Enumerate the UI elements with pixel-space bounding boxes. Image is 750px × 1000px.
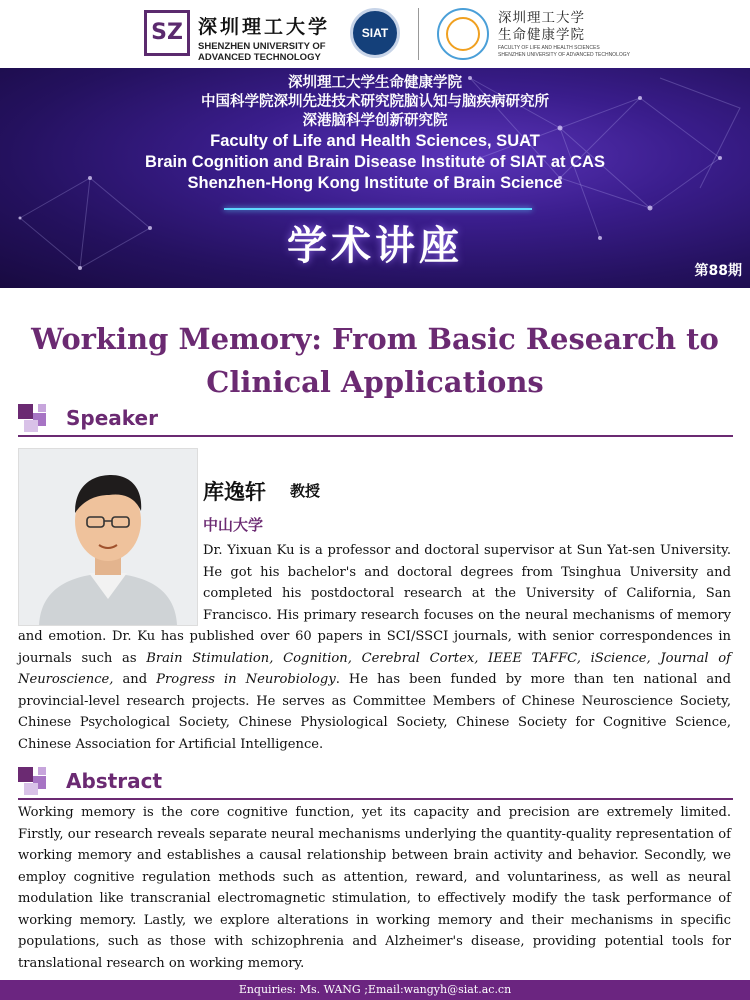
lecture-title: 学术讲座: [287, 223, 463, 269]
bio-photo-spacer: [18, 540, 203, 626]
section-square-icon: [38, 767, 46, 775]
issue-number: 第88期: [694, 263, 742, 279]
abstract-section-header: [18, 765, 733, 799]
speaker-affiliation: 中山大学: [203, 516, 264, 534]
institution-lines: [0, 74, 750, 194]
college-name-en-line2: SHENZHEN UNIVERSITY OF ADVANCED TECHNOLOGY: [498, 52, 630, 58]
szu-name-cn: 深圳理工大学: [198, 16, 331, 38]
bio-journal-last: Progress in Neurobiology: [156, 672, 336, 687]
szu-name-en-line2: ADVANCED TECHNOLOGY: [198, 52, 321, 63]
talk-title-line2: Clinical Applications: [206, 365, 544, 399]
szu-name-en: [198, 41, 330, 63]
institution-cn-2: 中国科学院深圳先进技术研究院脑认知与脑疾病研究所: [201, 94, 549, 110]
talk-title: [20, 318, 730, 404]
abstract-section-rule: [18, 798, 733, 800]
talk-title-line1: Working Memory: From Basic Research to: [31, 322, 719, 356]
college-name-en-line1: FACULTY OF LIFE AND HEALTH SCIENCES: [498, 45, 600, 51]
szu-logo-icon: SZ: [144, 10, 190, 56]
college-name-cn-line2: 生命健康学院: [498, 27, 585, 43]
bio-journals: Brain Stimulation, Cognition, Cerebral Cortex, IEEE TAFFC, iScience, Journal of Neuroscience,: [18, 650, 731, 687]
institution-cn-3: 深港脑科学创新研究院: [302, 113, 448, 129]
event-venue: 地点：B220会议室: [330, 292, 441, 307]
banner-divider: [224, 208, 532, 210]
event-info-row: [0, 290, 750, 310]
section-square-icon: [24, 420, 38, 432]
section-square-icon: [38, 404, 46, 412]
bio-text-1: Dr. Yixuan Ku is a professor and doctoral supervisor at Sun Yat-sen University. He got his bachelor's and doctoral degrees from Tsinghua University and completed his postdoctoral research at the University of California, San Francisco. His primary research focuses on the neural mechanisms of memory and emotion. Dr. Ku has published over 60 papers in SCI/SSCI journals, with senior correspondences in journals such as: [18, 543, 731, 666]
college-logo-icon: [437, 8, 489, 60]
section-square-icon: [24, 783, 38, 795]
logo-bar: [0, 0, 750, 68]
logo-divider: [418, 8, 419, 60]
speaker-section-label: Speaker: [66, 406, 158, 430]
section-square-icon: [18, 404, 33, 419]
institution-en-2: Brain Cognition and Brain Disease Institute of SIAT at CAS: [145, 153, 605, 171]
event-host: 主持：周航助理教授: [603, 292, 716, 307]
event-time: 时间：2024年08月14日10:00: [4, 292, 189, 307]
speaker-section-header: [18, 402, 733, 436]
szu-name-en-line1: SHENZHEN UNIVERSITY OF: [198, 41, 326, 52]
szu-name: [198, 12, 330, 63]
college-logo-ring: [446, 17, 480, 51]
banner: [0, 68, 750, 307]
college-name: [498, 10, 630, 58]
speaker-title: 教授: [290, 482, 321, 500]
bio-text-2: . He has been funded by more than ten national and provincial-level research projects. He serves as Committee Members of Chinese Neuroscience Society, Chinese Psychological Society, Chinese Physiological Society, Chinese Society for Cognitive Science, Chinese Association for Artificial Intelligence.: [18, 672, 731, 752]
speaker-section-rule: [18, 435, 733, 437]
abstract-section-label: Abstract: [66, 769, 163, 793]
siat-logo-icon: SIAT: [350, 8, 400, 58]
footer-enquiries: Enquiries: Ms. WANG ;Email:wangyh@siat.ac.cn: [0, 980, 750, 1000]
speaker-bio: [18, 540, 731, 755]
speaker-name: 库逸轩: [203, 480, 266, 504]
institution-en-3: Shenzhen-Hong Kong Institute of Brain Science: [187, 174, 563, 192]
bio-and: and: [113, 672, 157, 687]
institution-cn-1: 深圳理工大学生命健康学院: [288, 75, 462, 91]
institution-en-1: Faculty of Life and Health Sciences, SUAT: [210, 132, 540, 150]
college-name-cn-line1: 深圳理工大学: [498, 10, 585, 26]
abstract-text: Working memory is the core cognitive function, yet its capacity and precision are extremely limited. Firstly, our research reveals separate neural mechanisms underlying the quantity-quality representation of working memory and establishes a causal relationship between brain activity and behavior. Secondly, we employ cognitive regulation methods such as attention, reward, and voluntariness, as well as neural modulation like transcranial electromagnetic stimulation, to effectively modify the task performance of working memory. Lastly, we explore alterations in working memory and their mechanisms in specific populations, such as those with schizophrenia and Alzheimer's disease, providing potential tools for translational research on working memory.: [18, 805, 731, 971]
section-square-icon: [18, 767, 33, 782]
